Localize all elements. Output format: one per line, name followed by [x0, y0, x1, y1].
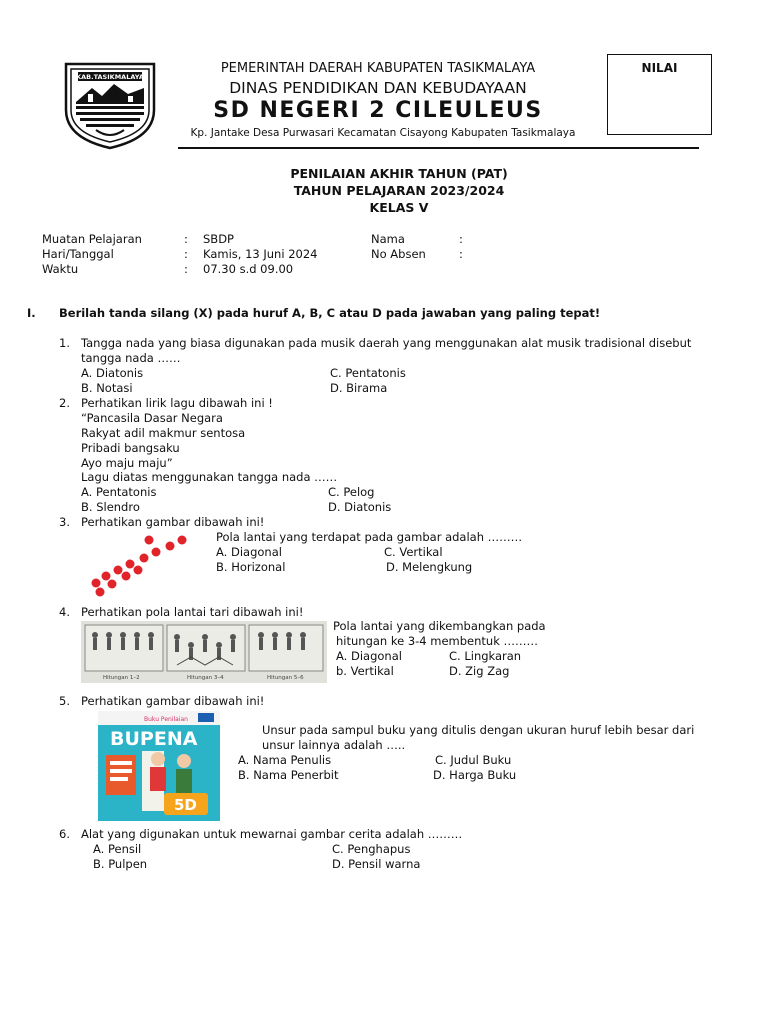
header-divider [178, 147, 699, 149]
caption-1: Hitungan 1–2 [103, 675, 140, 681]
subject-value: SBDP [203, 232, 234, 246]
q3-option-a[interactable]: A. Diagonal [216, 545, 282, 559]
cover-grade: 5D [174, 796, 197, 814]
q2-lyric-4: Ayo maju maju” [81, 456, 173, 470]
q2-lyric-1: “Pancasila Dasar Negara [81, 411, 223, 425]
q3-option-d[interactable]: D. Melengkung [386, 560, 473, 574]
colon: : [459, 247, 463, 261]
section-number: I. [27, 306, 36, 320]
question-number: 3. [59, 515, 70, 529]
q5-option-a[interactable]: A. Nama Penulis [238, 753, 332, 767]
score-label: NILAI [641, 61, 678, 75]
q2-text: Perhatikan lirik lagu dibawah ini ! [81, 396, 273, 410]
logo-text: KAB.TASIKMALAYA [76, 73, 144, 81]
header-department: DINAS PENDIDIKAN DAN KEBUDAYAAN [229, 79, 527, 97]
question-number: 4. [59, 605, 70, 619]
student-name-label: Nama [371, 232, 405, 246]
q5-question-cont: unsur lainnya adalah ….. [262, 738, 406, 752]
q2-lyric-2: Rakyat adil makmur sentosa [81, 426, 246, 440]
question-number: 2. [59, 396, 70, 410]
question-number: 5. [59, 694, 70, 708]
q2-option-c[interactable]: C. Pelog [328, 485, 375, 499]
colon: : [459, 232, 463, 246]
q6-option-c[interactable]: C. Penghapus [332, 842, 411, 856]
q2-question: Lagu diatas menggunakan tangga nada …… [81, 470, 338, 484]
header-government: PEMERINTAH DAERAH KABUPATEN TASIKMALAYA [220, 61, 536, 76]
floor-pattern-dots [92, 536, 187, 597]
diagonal-dots-image [86, 530, 196, 602]
dance-pattern-image [81, 621, 327, 683]
q3-question: Pola lantai yang terdapat pada gambar adalah ……… [216, 530, 523, 544]
question-number: 1. [59, 336, 70, 350]
regency-logo [62, 58, 158, 150]
colon: : [184, 232, 188, 246]
q4-text: Perhatikan pola lantai tari dibawah ini! [81, 605, 304, 619]
absen-label: No Absen [371, 247, 426, 261]
q3-text: Perhatikan gambar dibawah ini! [81, 515, 265, 529]
school-name: SD NEGERI 2 CILEULEUS [213, 98, 543, 123]
caption-2: Hitungan 3–4 [187, 675, 224, 681]
q2-option-b[interactable]: B. Slendro [81, 500, 140, 514]
q6-text: Alat yang digunakan untuk mewarnai gambar cerita adalah ……… [81, 827, 463, 841]
q4-option-d[interactable]: D. Zig Zag [449, 664, 510, 678]
cover-title: BUPENA [110, 728, 198, 750]
q3-option-b[interactable]: B. Horizonal [216, 560, 286, 574]
school-address: Kp. Jantake Desa Purwasari Kecamatan Cisayong Kabupaten Tasikmalaya [190, 127, 576, 139]
cover-subtitle: Buku Penilaian [144, 716, 188, 723]
date-value: Kamis, 13 Juni 2024 [203, 247, 318, 261]
section-instruction: Berilah tanda silang (X) pada huruf A, B, C atau D pada jawaban yang paling tepat! [59, 306, 601, 320]
q3-option-c[interactable]: C. Vertikal [384, 545, 443, 559]
score-box [607, 54, 712, 135]
subject-label: Muatan Pelajaran [42, 232, 142, 246]
q4-question-cont: hitungan ke 3-4 membentuk ……… [336, 634, 539, 648]
q5-question: Unsur pada sampul buku yang ditulis dengan ukuran huruf lebih besar dari [262, 723, 695, 737]
exam-title: PENILAIAN AKHIR TAHUN (PAT) [290, 166, 508, 181]
q4-option-c[interactable]: C. Lingkaran [449, 649, 522, 663]
q6-option-b[interactable]: B. Pulpen [93, 857, 148, 871]
q5-option-c[interactable]: C. Judul Buku [435, 753, 512, 767]
q1-text: Tangga nada yang biasa digunakan pada musik daerah yang menggunakan alat musik tradisional disebut [81, 336, 692, 350]
q4-option-a[interactable]: A. Diagonal [336, 649, 402, 663]
q5-text: Perhatikan gambar dibawah ini! [81, 694, 265, 708]
book-cover-image [98, 711, 220, 821]
q6-option-d[interactable]: D. Pensil warna [332, 857, 421, 871]
q6-option-a[interactable]: A. Pensil [93, 842, 142, 856]
question-number: 6. [59, 827, 70, 841]
colon: : [184, 262, 188, 276]
date-label: Hari/Tanggal [42, 247, 114, 261]
caption-3: Hitungan 5–6 [267, 675, 304, 681]
q4-question: Pola lantai yang dikembangkan pada [333, 619, 546, 633]
q1-option-c[interactable]: C. Pentatonis [330, 366, 406, 380]
time-label: Waktu [42, 262, 79, 276]
q2-option-a[interactable]: A. Pentatonis [81, 485, 157, 499]
q5-option-d[interactable]: D. Harga Buku [433, 768, 517, 782]
q1-option-d[interactable]: D. Birama [330, 381, 388, 395]
q5-option-b[interactable]: B. Nama Penerbit [238, 768, 339, 782]
school-year: TAHUN PELAJARAN 2023/2024 [293, 183, 505, 198]
q4-option-b[interactable]: b. Vertikal [336, 664, 394, 678]
q1-option-b[interactable]: B. Notasi [81, 381, 133, 395]
q1-text-cont: tangga nada …… [81, 351, 181, 365]
q2-lyric-3: Pribadi bangsaku [81, 441, 180, 455]
q1-option-a[interactable]: A. Diatonis [81, 366, 144, 380]
class-label: KELAS V [369, 200, 429, 215]
q2-option-d[interactable]: D. Diatonis [328, 500, 392, 514]
time-value: 07.30 s.d 09.00 [203, 262, 294, 276]
colon: : [184, 247, 188, 261]
